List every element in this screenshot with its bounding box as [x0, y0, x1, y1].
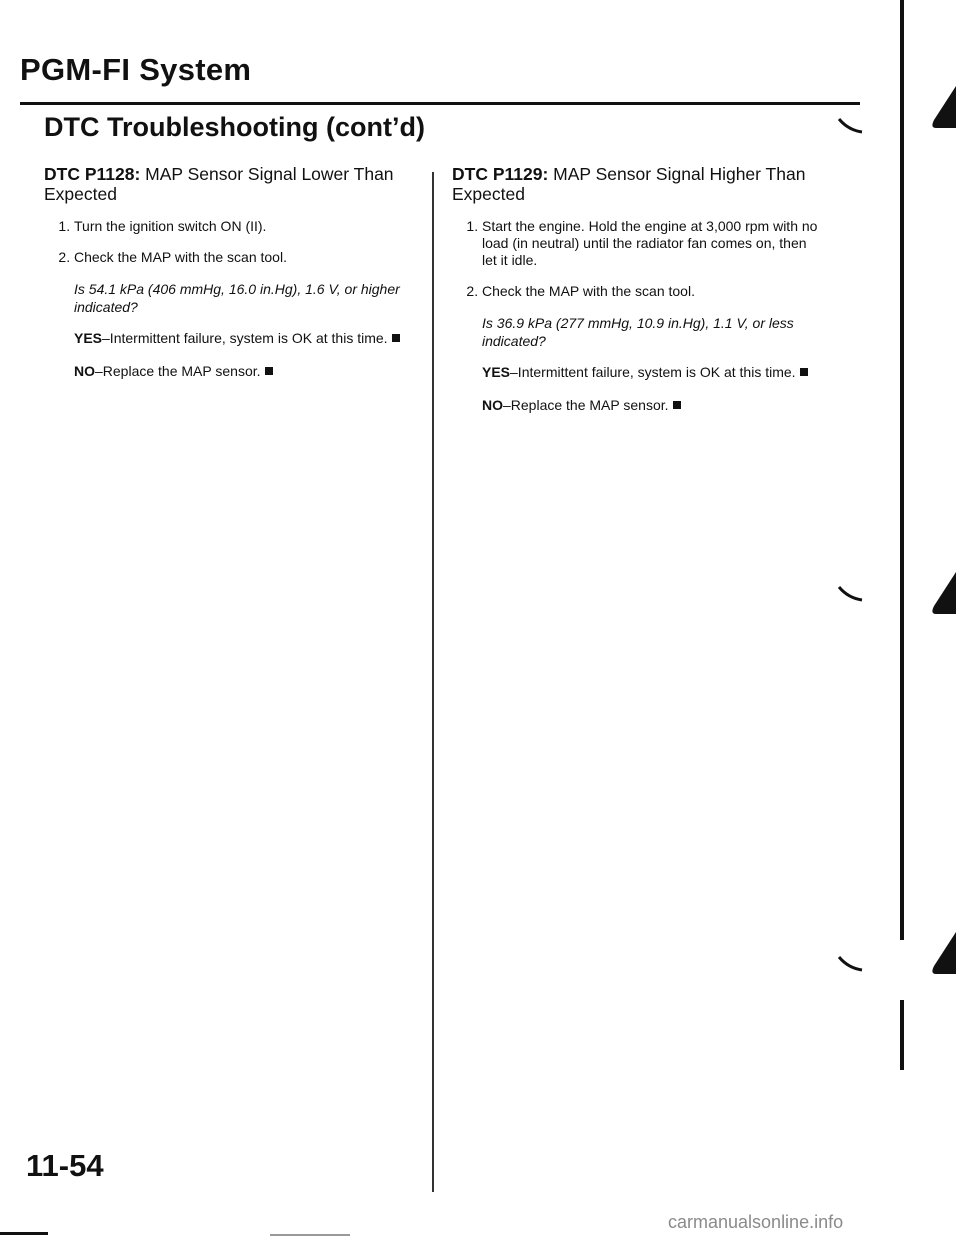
dtc-code: DTC P1128:: [44, 164, 141, 184]
end-square-icon: [800, 368, 808, 376]
step-list: [452, 218, 822, 300]
dtc-description: MAP Sensor Signal Higher Than Expected: [452, 164, 806, 204]
edge-tab-marker: [930, 86, 956, 128]
dtc-heading-p1129: [452, 164, 822, 204]
no-label: NO: [74, 363, 95, 379]
binding-edge-line: [900, 1000, 904, 1070]
corner-mark: [838, 586, 864, 602]
page-number: 11-54: [26, 1148, 104, 1183]
step-item: 1. Turn the ignition switch ON (II).: [74, 218, 416, 235]
end-square-icon: [392, 334, 400, 342]
no-text: –Replace the MAP sensor.: [503, 397, 669, 413]
yes-answer: [74, 330, 416, 347]
no-answer: [74, 363, 416, 380]
dtc-heading-p1128: [44, 164, 416, 204]
corner-mark: [838, 956, 864, 972]
diagnostic-question: Is 54.1 kPa (406 mmHg, 16.0 in.Hg), 1.6 V, or higher indicated?: [74, 281, 400, 315]
yes-text: –Intermittent failure, system is OK at this time.: [102, 330, 388, 346]
column-divider: [432, 172, 434, 1192]
dtc-code: DTC P1129:: [452, 164, 549, 184]
no-label: NO: [482, 397, 503, 413]
right-column: [452, 164, 822, 430]
bottom-edge-mark: [0, 1232, 48, 1235]
step-list: [44, 218, 416, 266]
binding-edge-line: [900, 0, 904, 940]
edge-tab-marker: [930, 932, 956, 974]
step-item: 2. Check the MAP with the scan tool.: [74, 249, 416, 266]
section-title: DTC Troubleshooting (cont’d): [44, 112, 425, 142]
dtc-description: MAP Sensor Signal Lower Than Expected: [44, 164, 394, 204]
end-square-icon: [265, 367, 273, 375]
end-square-icon: [673, 401, 681, 409]
site-watermark: carmanualsonline.info: [668, 1212, 844, 1232]
page-header-title: PGM-FI System: [20, 52, 252, 87]
edge-tab-marker: [930, 572, 956, 614]
diagnostic-question: Is 36.9 kPa (277 mmHg, 10.9 in.Hg), 1.1 V, or less indicated?: [482, 315, 794, 349]
yes-text: –Intermittent failure, system is OK at this time.: [510, 364, 796, 380]
yes-answer: [482, 364, 822, 381]
step-item: 2. Check the MAP with the scan tool.: [482, 283, 822, 300]
step-item: 1. Start the engine. Hold the engine at 3,000 rpm with no load (in neutral) until the radiator fan comes on, then let it idle.: [482, 218, 822, 269]
bottom-edge-mark: [270, 1234, 350, 1236]
yes-label: YES: [482, 364, 511, 380]
header-rule: [20, 102, 860, 105]
left-column: [44, 164, 416, 396]
no-answer: [482, 397, 822, 414]
yes-label: YES: [74, 330, 103, 346]
corner-mark: [838, 118, 864, 134]
no-text: –Replace the MAP sensor.: [95, 363, 261, 379]
